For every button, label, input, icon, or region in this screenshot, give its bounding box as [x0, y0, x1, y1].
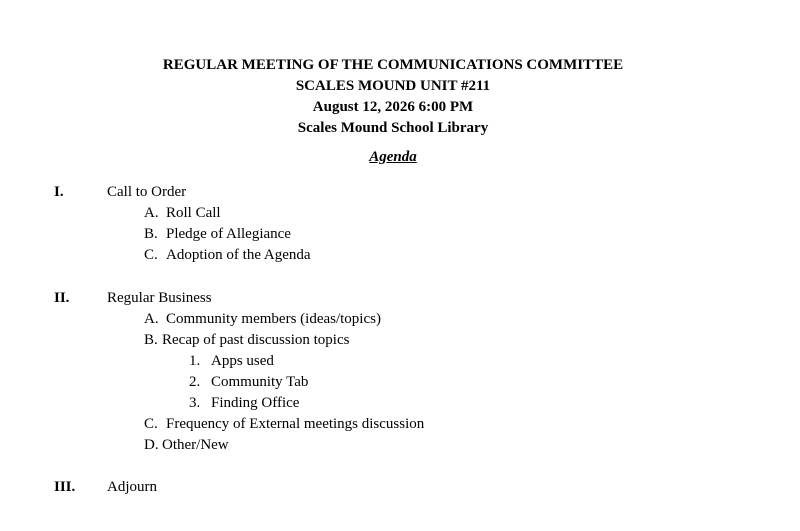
- section-title-regular-business: Regular Business: [107, 290, 212, 306]
- agenda-item-pledge: Pledge of Allegiance: [166, 226, 291, 242]
- agenda-heading: Agenda: [369, 149, 417, 165]
- section-numeral: II.: [54, 290, 70, 306]
- district-name: SCALES MOUND UNIT #211: [295, 78, 491, 94]
- subitem-community-tab: Community Tab: [211, 374, 309, 390]
- agenda-item-adoption: Adoption of the Agenda: [166, 247, 311, 263]
- agenda-item-roll-call: Roll Call: [166, 205, 221, 221]
- meeting-title: REGULAR MEETING OF THE COMMUNICATIONS COMMITTEE: [162, 57, 624, 73]
- item-marker: A.: [144, 311, 159, 327]
- meeting-header: [0, 55, 786, 139]
- agenda-item-other-new: Other/New: [162, 437, 229, 453]
- section-title-call-to-order: Call to Order: [107, 184, 187, 200]
- item-marker: B.: [144, 332, 158, 348]
- meeting-datetime: August 12, 2026 6:00 PM: [312, 99, 474, 115]
- section-title-adjourn: Adjourn: [107, 479, 157, 495]
- agenda-item-frequency: Frequency of External meetings discussion: [166, 416, 425, 432]
- subitem-marker: 3.: [189, 395, 201, 411]
- subitem-finding-office: Finding Office: [211, 395, 300, 411]
- item-marker: C.: [144, 416, 158, 432]
- agenda-item-recap: Recap of past discussion topics: [162, 332, 350, 348]
- meeting-location: Scales Mound School Library: [297, 120, 489, 136]
- item-marker: C.: [144, 247, 158, 263]
- item-marker: A.: [144, 205, 159, 221]
- item-marker: B.: [144, 226, 158, 242]
- subitem-marker: 1.: [189, 353, 201, 369]
- item-marker: D.: [144, 437, 159, 453]
- agenda-item-community-members: Community members (ideas/topics): [166, 311, 381, 327]
- section-numeral: III.: [54, 479, 76, 495]
- section-numeral: I.: [54, 184, 64, 200]
- subitem-marker: 2.: [189, 374, 201, 390]
- subitem-apps-used: Apps used: [211, 353, 274, 369]
